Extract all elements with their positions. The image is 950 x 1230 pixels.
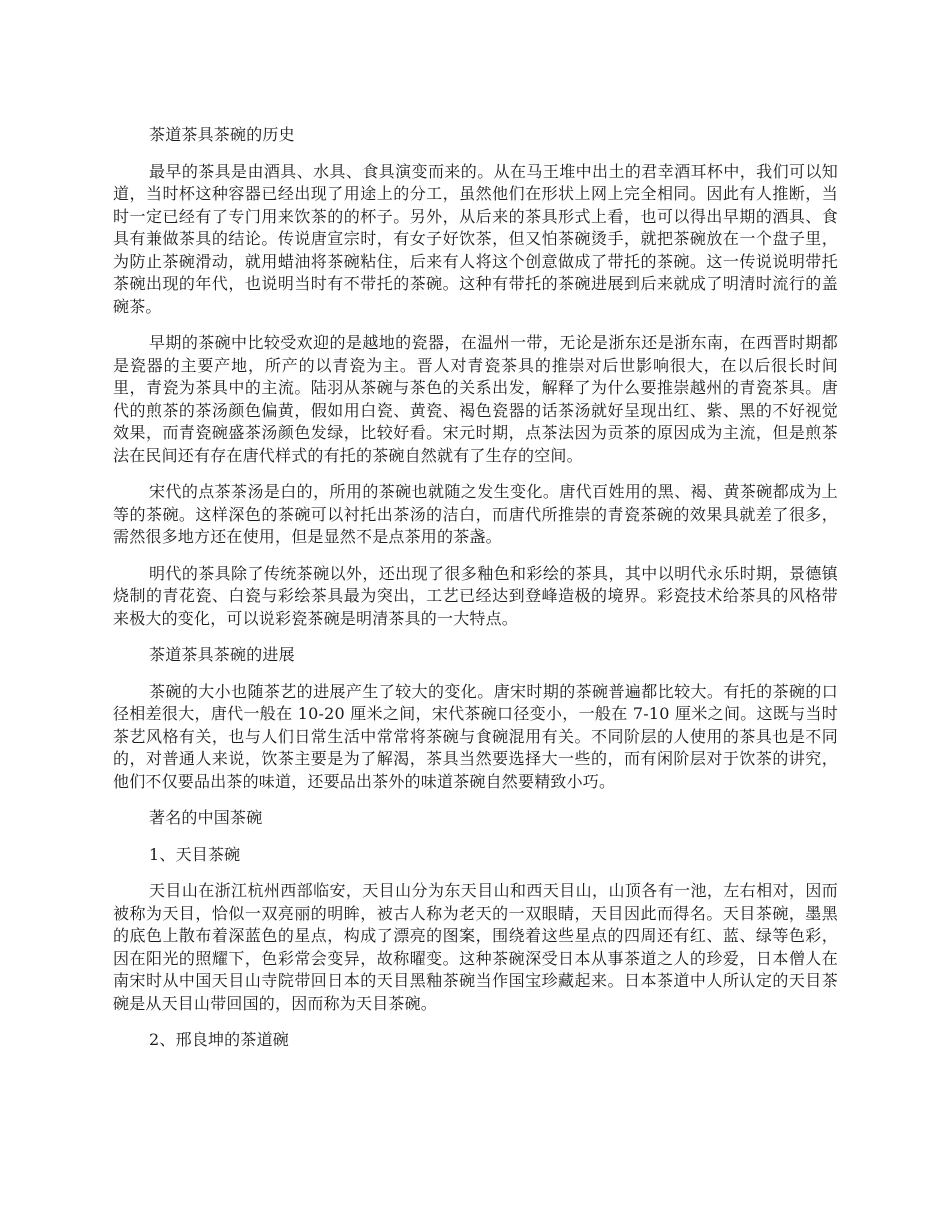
paragraph-tianmu: 天目山在浙江杭州西部临安，天目山分为东天目山和西天目山，山顶各有一池，左右相对，因而被称为天目，恰似一双亮丽的明眸，被古人称为老天的一双眼睛，天目因此而得名。天目茶碗，墨黑的底色上散布着深蓝色的星点，构成了漂亮的图案，围绕着这些星点的四周还有红、蓝、绿等色彩，因在阳光的照耀下，色彩常会变异，故称曜变。这种茶碗深受日本从事茶道之人的珍爱，日本僧人在南宋时从中国天目山寺院带回日本的天目黑釉茶碗当作国宝珍藏起来。日本茶道中人所认定的天目茶碗是从天目山带回国的，因而称为天目茶碗。	[113, 881, 838, 1013]
section-heading-history: 茶道茶具茶碗的历史	[149, 125, 295, 144]
section-heading-development: 茶道茶具茶碗的进展	[149, 645, 295, 664]
subheading-xing-liangkun: 2、邢良坤的茶道碗	[149, 1030, 289, 1049]
paragraph-song-dynasty: 宋代的点茶茶汤是白的，所用的茶碗也就随之发生变化。唐代百姓用的黑、褐、黄茶碗都成为上等的茶碗。这样深色的茶碗可以衬托出茶汤的洁白，而唐代所推崇的青瓷茶碗的效果具就差了很多，需然很多地方还在使用，但是显然不是点茶用的茶盏。	[113, 482, 838, 546]
paragraph-ming-dynasty: 明代的茶具除了传统茶碗以外，还出现了很多釉色和彩绘的茶具，其中以明代永乐时期，景德镇烧制的青花瓷、白瓷与彩绘茶具最为突出，工艺已经达到登峰造极的境界。彩瓷技术给茶具的风格带来极大的变化，可以说彩瓷茶碗是明清茶具的一大特点。	[113, 563, 838, 628]
subheading-tianmu: 1、天目茶碗	[149, 844, 241, 864]
paragraph-celadon: 早期的茶碗中比较受欢迎的是越地的瓷器，在温州一带，无论是浙东还是浙东南，在西晋时期都是瓷器的主要产地，所产的以青瓷为主。晋人对青瓷茶具的推崇对后世影响很大，在以后很长时间里，青瓷为茶具中的主流。陆羽从茶碗与茶色的关系出发，解释了为什么要推崇越州的青瓷茶具。唐代的煎茶的茶汤颜色偏黄，假如用白瓷、黄瓷、褐色瓷器的话茶汤就好呈现出红、紫、黑的不好视觉效果，而青瓷碗盛茶汤颜色发绿，比较好看。宋元时期，点茶法因为贡茶的原因成为主流，但是煎茶法在民间还有存在唐代样式的有托的茶碗自然就有了生存的空间。	[113, 333, 838, 465]
paragraph-bowl-size: 茶碗的大小也随茶艺的进展产生了较大的变化。唐宋时期的茶碗普遍都比较大。有托的茶碗的口径相差很大，唐代一般在 10-20 厘米之间，宋代茶碗口径变小，一般在 7-10 厘米之间。这既与当时茶艺风格有关，也与人们日常生活中常常将茶碗与食碗混用有关。不同阶层的人使用的茶具也是不同的，对普通人来说，饮茶主要是为了解渴，茶具当然要选择大一些的，而有闲阶层对于饮茶的讲究，他们不仅要品出茶的味道，还要品出茶外的味道茶碗自然要精致小巧。	[113, 681, 838, 791]
document-body	[113, 124, 838, 1066]
section-heading-famous-bowls: 著名的中国茶碗	[149, 808, 263, 827]
paragraph-origin: 最早的茶具是由酒具、水具、食具演变而来的。从在马王堆中出土的君幸酒耳杯中，我们可以知道，当时杯这种容器已经出现了用途上的分工，虽然他们在形状上网上完全相同。因此有人推断，当时一定已经有了专门用来饮茶的的杯子。另外，从后来的茶具形式上看，也可以得出早期的酒具、食具有兼做茶具的结论。传说唐宣宗时，有女子好饮茶，但又怕茶碗烫手，就把茶碗放在一个盘子里，为防止茶碗滑动，就用蜡油将茶碗粘住，后来有人将这个创意做成了带托的茶碗。这一传说说明带托茶碗出现的年代，也说明当时有不带托的茶碗。这种有带托的茶碗进展到后来就成了明清时流行的盖碗茶。	[113, 161, 838, 316]
